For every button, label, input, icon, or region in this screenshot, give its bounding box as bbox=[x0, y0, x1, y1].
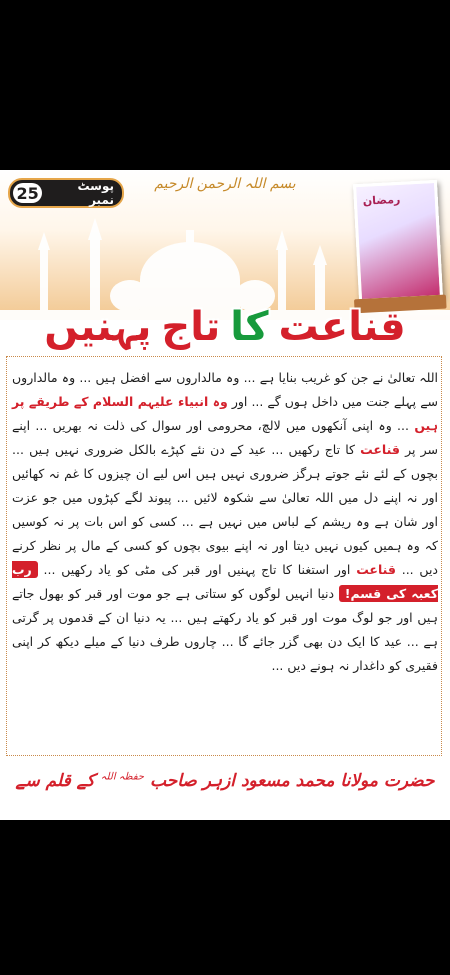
headline-word-4: پہنیں bbox=[44, 304, 152, 350]
headline-word-1: قناعت bbox=[278, 304, 406, 350]
body-segment: اور استغنا کا تاج پہنیں اور قبر کی مٹی کو یاد رکھیں ... bbox=[37, 562, 357, 577]
byline-author: حضرت مولانا محمد مسعود ازہر صاحب bbox=[150, 771, 435, 791]
body-segment: ... وہ اپنی آنکھوں میں لالچ، محرومی اور سوال کی ذلت نہ بھریں ... اپنے سر پر bbox=[12, 418, 438, 457]
book-cover-image bbox=[353, 180, 443, 302]
body-oath-badge: رب کعبہ کی قسم! bbox=[12, 562, 439, 601]
body-text bbox=[12, 366, 438, 751]
body-highlight-qanaat: قناعت bbox=[360, 442, 400, 457]
body-paragraph bbox=[12, 366, 438, 678]
post-number-label: پوسٹ نمبر bbox=[77, 179, 114, 207]
post-card bbox=[0, 170, 450, 820]
headline-word-2: کا bbox=[230, 304, 269, 350]
author-byline bbox=[0, 770, 450, 791]
post-number-badge bbox=[8, 178, 124, 208]
book-title: رمضان bbox=[362, 192, 401, 208]
body-segment: دنیا انہیں لوگوں کو ستاتی ہے جو موت اور قبر کو بھول جاتے ہیں اور جو لوگ موت اور قبر کو یاد رکھتے ہیں ... یہ دنیا ان کے قدموں پر گرتی ہے ... عید کا ایک دن بھی گزر جائے گا ... چاروں طرف دنیا کے میلے دیکھ کر اپنی فقیری کو داغدار نہ ہونے دیں ... bbox=[12, 586, 438, 673]
body-highlight: وہ انبیاء علیہم السلام کے طریقے پر ہیں bbox=[12, 394, 438, 433]
byline-suffix: کے قلم سے bbox=[15, 771, 95, 791]
body-segment: کا تاج رکھیں ... عید کے دن نئے کپڑے بالکل ضروری نہیں ہیں ... بچوں کے لئے نئے جوتے ہرگز ضروری نہیں ہیں اس لیے ان چیزوں کا غم نہ کھائیں اور نہ اپنے دل میں اللہ تعالیٰ سے شکوہ لائیں ... پیوند لگے کپڑوں میں جو عزت اور شان ہے وہ ریشم کے لباس میں نہیں ہے ... کسی کو اس بات پر نہ کوسیں کہ وہ ہمیں کیوں نہیں دیتا اور نہ اپنے بیوی بچوں کو کسی کے مال پر نظر کرنے دیں ... bbox=[12, 442, 438, 577]
headline bbox=[0, 300, 450, 354]
headline-word-3: تاج bbox=[161, 304, 221, 350]
body-segment: اللہ تعالیٰ نے جن کو غریب بنایا ہے ... وہ مالداروں سے افضل ہیں ... وہ مالداروں سے پہلے جنت میں داخل ہوں گے ... اور bbox=[12, 370, 439, 409]
body-highlight-qanaat: قناعت bbox=[356, 562, 396, 577]
post-number-value: 25 bbox=[13, 183, 42, 203]
bismillah-calligraphy: بسم اللہ الرحمن الرحیم bbox=[154, 176, 296, 192]
byline-honorific: حفظہ اللہ bbox=[100, 771, 145, 783]
